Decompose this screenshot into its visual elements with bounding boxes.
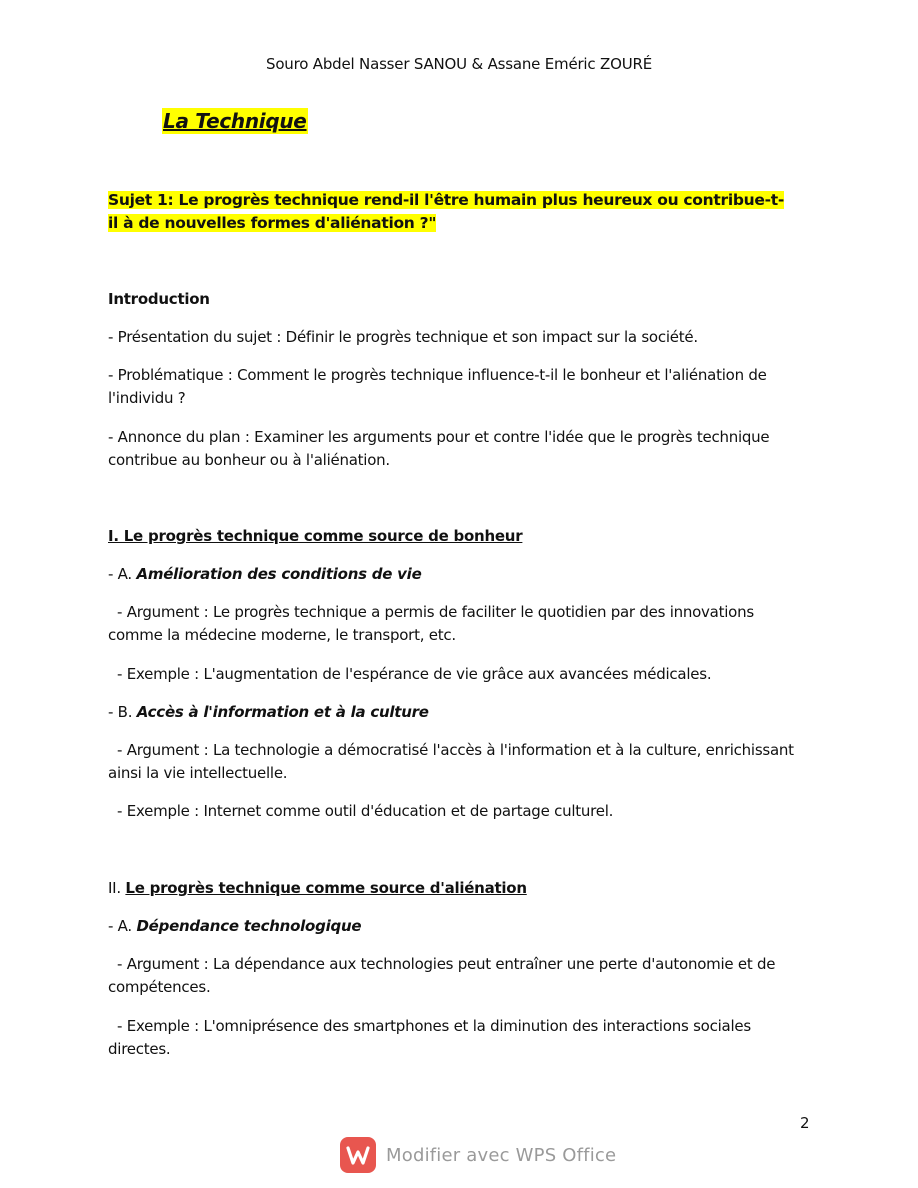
intro-problematique: - Problématique : Comment le progrès technique influence-t-il le bonheur et l'aliénation de l'individu ? [108,366,772,407]
wps-watermark[interactable] [340,1137,616,1173]
wps-logo-icon [340,1137,376,1173]
part1-b-prefix: - B. [108,703,137,721]
part1-a-title: Amélioration des conditions de vie [136,565,422,583]
part2-a-line [108,915,808,938]
part2-heading-prefix: II. [108,879,126,897]
part1-b-argument: - Argument : La technologie a démocratisé l'accès à l'information et à la culture, enrichissant ainsi la vie intellectuelle. [108,741,799,782]
part2-a-title: Dépendance technologique [136,917,362,935]
intro-presentation: - Présentation du sujet : Définir le progrès technique et son impact sur la société. [108,328,698,346]
subject-heading [108,189,788,235]
part2-a-example: - Exemple : L'omniprésence des smartphones et la diminution des interactions sociales directes. [108,1017,756,1058]
part2-heading: Le progrès technique comme source d'aliénation [125,879,527,897]
document-title: La Technique [163,109,307,133]
part1-a-prefix: - A. [108,565,137,583]
part1-b-line [108,701,808,724]
part1-a-argument: - Argument : Le progrès technique a permis de faciliter le quotidien par des innovations comme la médecine moderne, le transport, etc. [108,603,759,644]
page-header-authors: Souro Abdel Nasser SANOU & Assane Eméric ZOURÉ [266,55,652,73]
part2-a-argument: - Argument : La dépendance aux technologies peut entraîner une perte d'autonomie et de compétences. [108,955,780,996]
page-number: 2 [800,1114,810,1132]
part2-heading-line [108,877,808,900]
part1-a-line [108,563,808,586]
part1-a-example: - Exemple : L'augmentation de l'espérance de vie grâce aux avancées médicales. [108,665,712,683]
subject-text: Sujet 1: Le progrès technique rend-il l'être humain plus heureux ou contribue-t-il à de nouvelles formes d'aliénation ?" [108,191,784,232]
intro-annonce: - Annonce du plan : Examiner les arguments pour et contre l'idée que le progrès technique contribue au bonheur ou à l'aliénation. [108,428,774,469]
wps-watermark-text: Modifier avec WPS Office [386,1144,617,1166]
part1-b-example: - Exemple : Internet comme outil d'éducation et de partage culturel. [108,802,614,820]
introduction-heading: Introduction [108,290,210,308]
part2-a-prefix: - A. [108,917,137,935]
part1-heading: I. Le progrès technique comme source de bonheur [108,527,523,545]
part1-b-title: Accès à l'information et à la culture [136,703,429,721]
